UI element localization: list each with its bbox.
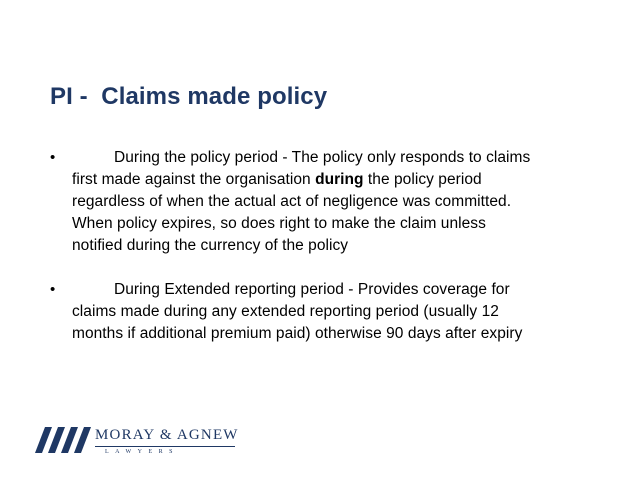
firm-logo — [35, 423, 239, 463]
firm-name: MORAY & AGNEW — [95, 427, 239, 443]
bullet-line — [72, 169, 617, 191]
bullet-line: regardless of when the actual act of negligence was committed. — [72, 193, 512, 210]
bold-emphasis: during — [315, 171, 364, 188]
bullet-line: notified during the currency of the policy — [72, 237, 349, 254]
firm-logo-mark-icon — [35, 427, 91, 453]
bullet-text-segment: the policy period — [363, 171, 482, 188]
bullet-text — [72, 279, 617, 345]
bullet-text-segment: first made against the organisation — [72, 171, 316, 188]
bullet-line: When policy expires, so does right to make the claim unless — [72, 215, 486, 232]
bullet-line: During the policy period - The policy only responds to claims — [114, 149, 531, 166]
bullet-line: During Extended reporting period - Provides coverage for — [114, 281, 510, 298]
bullet-text — [72, 147, 617, 257]
logo-divider — [95, 446, 235, 447]
bullet-marker: • — [50, 149, 56, 166]
slide-title: PI - Claims made policy — [50, 83, 328, 110]
bullet-line: months if additional premium paid) otherwise 90 days after expiry — [72, 325, 523, 342]
bullet-line: claims made during any extended reporting period (usually 12 — [72, 303, 499, 320]
firm-subtitle: LAWYERS — [105, 449, 180, 455]
bullet-marker: • — [50, 281, 56, 298]
